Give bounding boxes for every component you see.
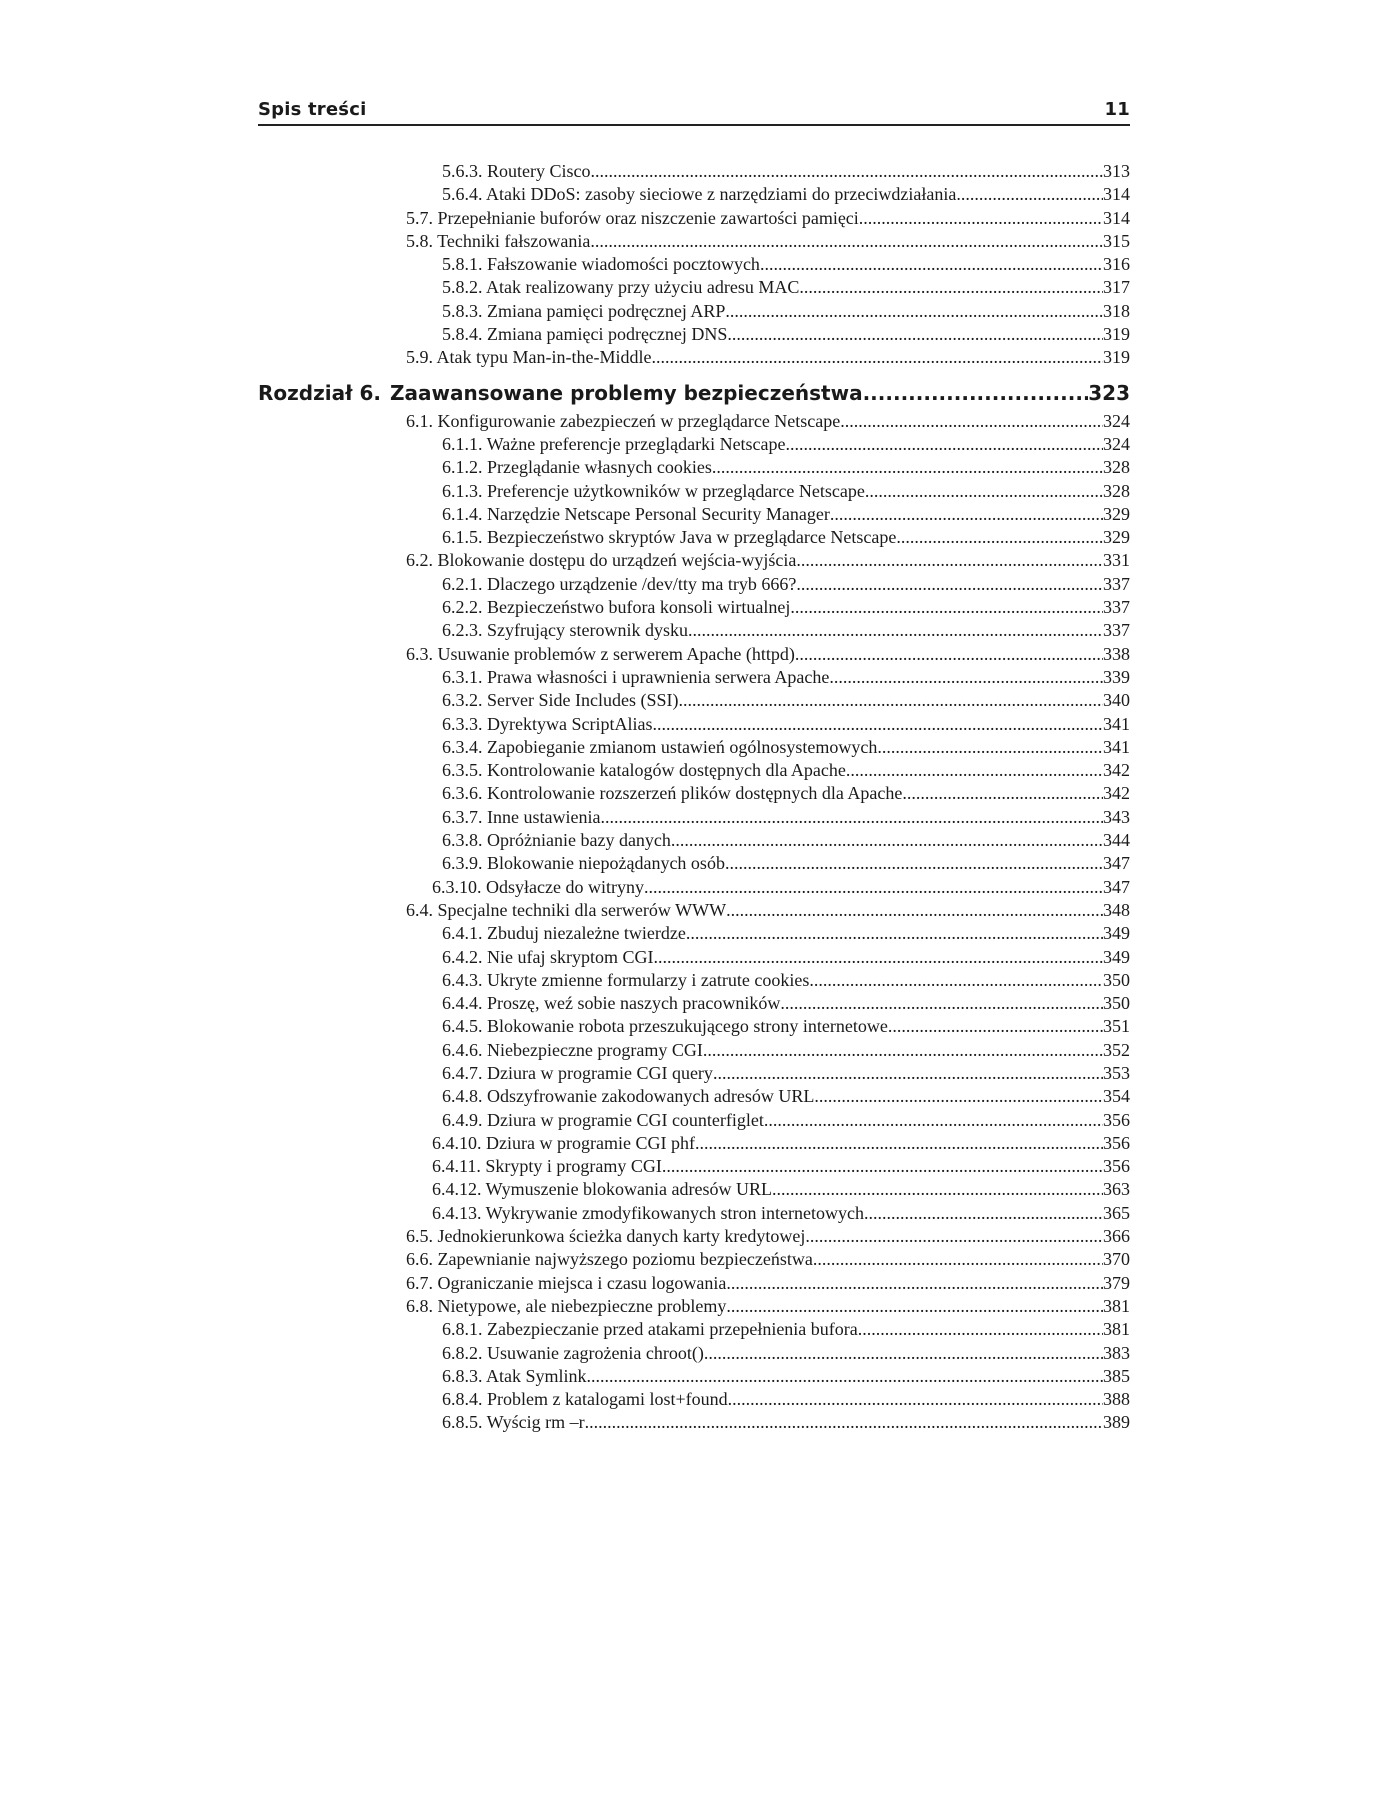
- toc-entry-page: 324: [1103, 433, 1130, 454]
- dot-leader: [814, 1085, 1103, 1108]
- toc-entry-label: 6.8.4. Problem z katalogami lost+found: [442, 1389, 728, 1410]
- toc-entry[interactable]: [258, 689, 1130, 712]
- dot-leader: [888, 1015, 1103, 1038]
- dot-leader: [863, 378, 1089, 408]
- toc-entry-page: 318: [1103, 300, 1130, 321]
- dot-leader: [653, 946, 1103, 969]
- toc-entry-label: 6.3.1. Prawa własności i uprawnienia serwera Apache: [442, 666, 830, 687]
- toc-entry[interactable]: [258, 876, 1130, 899]
- dot-leader: [727, 323, 1103, 346]
- toc-entry[interactable]: [258, 410, 1130, 433]
- toc-entry-page: 341: [1103, 736, 1130, 757]
- toc-entry-label: 6.4.3. Ukryte zmienne formularzy i zatrute cookies: [442, 969, 810, 990]
- toc-entry-page: 315: [1103, 230, 1130, 251]
- dot-leader: [764, 1109, 1103, 1132]
- dot-leader: [585, 1411, 1103, 1434]
- toc-entry[interactable]: [258, 759, 1130, 782]
- toc-entry-page: 313: [1103, 161, 1130, 181]
- toc-entry[interactable]: [258, 1015, 1130, 1038]
- toc-entry-page: 389: [1103, 1412, 1130, 1433]
- toc-entry-label: 6.2.2. Bezpieczeństwo bufora konsoli wirtualnej: [442, 597, 791, 618]
- toc-entry-label: 6.4.2. Nie ufaj skryptom CGI: [442, 946, 654, 967]
- toc-entry[interactable]: [258, 1178, 1130, 1201]
- toc-entry-label: 6.1.3. Preferencje użytkowników w przeglądarce Netscape: [442, 480, 865, 501]
- toc-entry-page: 356: [1103, 1109, 1130, 1130]
- toc-entry[interactable]: [258, 1155, 1130, 1178]
- toc-entry-page: 314: [1103, 184, 1130, 205]
- toc-entry-page: 338: [1103, 643, 1130, 664]
- toc-entry-page: 331: [1103, 550, 1130, 571]
- toc-entry[interactable]: [258, 736, 1130, 759]
- toc-entry[interactable]: [258, 852, 1130, 875]
- dot-leader: [600, 806, 1103, 829]
- dot-leader: [796, 573, 1103, 596]
- toc-entry-page: 352: [1103, 1039, 1130, 1060]
- dot-leader: [591, 160, 1104, 183]
- toc-entry[interactable]: [258, 829, 1130, 852]
- toc-entry-label: 6.1.2. Przeglądanie własnych cookies: [442, 457, 712, 478]
- toc-entry[interactable]: [258, 573, 1130, 596]
- toc-entry-label: 6.4.4. Proszę, weź sobie naszych pracowników: [442, 993, 781, 1014]
- toc-entry[interactable]: [258, 1225, 1130, 1248]
- toc-entry-page: 342: [1103, 783, 1130, 804]
- toc-entry-page: 328: [1103, 480, 1130, 501]
- toc-entry-label: 5.8.2. Atak realizowany przy użyciu adresu MAC: [442, 277, 800, 298]
- toc-entry-label: 5.9. Atak typu Man-in-the-Middle: [406, 347, 652, 368]
- toc-entry-label: 6.3.6. Kontrolowanie rozszerzeń plików dostępnych dla Apache: [442, 783, 903, 804]
- toc-entry-label: 6.4.9. Dziura w programie CGI counterfiglet: [442, 1109, 764, 1130]
- toc-entry-page: 319: [1103, 347, 1130, 368]
- toc-entry[interactable]: [258, 922, 1130, 945]
- toc-entry-page: 353: [1103, 1062, 1130, 1083]
- toc-entry[interactable]: [258, 782, 1130, 805]
- toc-entry-page: 337: [1103, 573, 1130, 594]
- toc-entry-label: 6.1.5. Bezpieczeństwo skryptów Java w przeglądarce Netscape: [442, 527, 897, 548]
- toc-entry[interactable]: [258, 1062, 1130, 1085]
- toc-entry-label: 6.4.8. Odszyfrowanie zakodowanych adresów URL: [442, 1086, 815, 1107]
- dot-leader: [796, 549, 1103, 572]
- toc-entry-label: 6.4.12. Wymuszenie blokowania adresów URL: [432, 1179, 773, 1200]
- toc-entry-label: 6.8.1. Zabezpieczanie przed atakami przepełnienia bufora: [442, 1319, 858, 1340]
- toc-entry[interactable]: [258, 160, 1130, 183]
- toc-entry-page: 344: [1103, 830, 1130, 851]
- dot-leader: [809, 969, 1103, 992]
- dot-leader: [725, 852, 1103, 875]
- table-of-contents: [258, 160, 1130, 1435]
- toc-entry-page: 385: [1103, 1365, 1130, 1386]
- toc-entry-page: 349: [1103, 946, 1130, 967]
- toc-entry-label: 6.4.6. Niebezpieczne programy CGI: [442, 1039, 703, 1060]
- toc-entry-label: 6.3.5. Kontrolowanie katalogów dostępnych dla Apache: [442, 760, 846, 781]
- dot-leader: [703, 1039, 1103, 1062]
- toc-entry-page: 342: [1103, 760, 1130, 781]
- toc-entry[interactable]: [258, 806, 1130, 829]
- toc-section-before: [258, 160, 1130, 370]
- dot-leader: [726, 899, 1103, 922]
- toc-entry-label: 6.6. Zapewnianie najwyższego poziomu bezpieczeństwa: [406, 1249, 813, 1270]
- toc-entry[interactable]: [258, 1295, 1130, 1318]
- toc-entry-label: 6.2. Blokowanie dostępu do urządzeń wejścia-wyjścia: [406, 550, 797, 571]
- dot-leader: [795, 643, 1103, 666]
- toc-entry[interactable]: [258, 1202, 1130, 1225]
- toc-entry-page: 329: [1103, 503, 1130, 524]
- toc-entry-label: 5.8.1. Fałszowanie wiadomości pocztowych: [442, 254, 760, 275]
- dot-leader: [662, 1155, 1103, 1178]
- toc-entry-label: 6.4.5. Blokowanie robota przeszukującego strony internetowe: [442, 1016, 888, 1037]
- toc-entry-page: 337: [1103, 597, 1130, 618]
- toc-entry-page: 349: [1103, 923, 1130, 944]
- dot-leader: [956, 183, 1103, 206]
- dot-leader: [877, 736, 1103, 759]
- toc-entry-page: 343: [1103, 806, 1130, 827]
- toc-entry-page: 383: [1103, 1342, 1130, 1363]
- toc-entry-label: 6.8.3. Atak Symlink: [442, 1365, 587, 1386]
- toc-entry-label: 5.8. Techniki fałszowania: [406, 230, 591, 251]
- toc-entry-label: 5.8.3. Zmiana pamięci podręcznej ARP: [442, 300, 726, 321]
- chapter-page: 323: [1088, 380, 1130, 405]
- dot-leader: [780, 992, 1103, 1015]
- toc-entry-page: 339: [1103, 666, 1130, 687]
- toc-entry-label: 5.7. Przepełnianie buforów oraz niszczenie zawartości pamięci: [406, 207, 859, 228]
- dot-leader: [688, 619, 1103, 642]
- dot-leader: [644, 876, 1103, 899]
- toc-entry-page: 347: [1103, 853, 1130, 874]
- dot-leader: [902, 782, 1103, 805]
- toc-entry[interactable]: [258, 643, 1130, 666]
- toc-entry[interactable]: [258, 300, 1130, 323]
- dot-leader: [790, 596, 1103, 619]
- toc-entry[interactable]: [258, 207, 1130, 230]
- toc-entry[interactable]: [258, 276, 1130, 299]
- dot-leader: [772, 1178, 1103, 1201]
- dot-leader: [651, 346, 1103, 369]
- dot-leader: [671, 829, 1103, 852]
- toc-entry-page: 337: [1103, 620, 1130, 641]
- toc-entry-label: 6.4.13. Wykrywanie zmodyfikowanych stron internetowych: [432, 1202, 864, 1223]
- dot-leader: [813, 1248, 1103, 1271]
- toc-entry-page: 316: [1103, 254, 1130, 275]
- toc-entry-page: 356: [1103, 1156, 1130, 1177]
- toc-entry-label: 6.3.7. Inne ustawienia: [442, 806, 601, 827]
- dot-leader: [830, 503, 1103, 526]
- toc-entry-label: 6.2.3. Szyfrujący sterownik dysku: [442, 620, 688, 641]
- dot-leader: [786, 433, 1103, 456]
- toc-entry[interactable]: [258, 666, 1130, 689]
- running-header-title: Spis treści: [258, 99, 367, 120]
- toc-entry-page: 388: [1103, 1389, 1130, 1410]
- toc-entry[interactable]: [258, 549, 1130, 572]
- toc-entry-page: 350: [1103, 993, 1130, 1014]
- toc-entry-label: 6.3.4. Zapobieganie zmianom ustawień ogólnosystemowych: [442, 736, 878, 757]
- dot-leader: [896, 526, 1103, 549]
- dot-leader: [858, 1318, 1103, 1341]
- toc-entry-label: 6.4.1. Zbuduj niezależne twierdze: [442, 923, 686, 944]
- toc-entry-label: 6.1. Konfigurowanie zabezpieczeń w przeglądarce Netscape: [406, 410, 841, 431]
- toc-entry-page: 340: [1103, 690, 1130, 711]
- toc-entry-page: 328: [1103, 457, 1130, 478]
- chapter-number: Rozdział 6.: [258, 380, 381, 405]
- dot-leader: [728, 1388, 1103, 1411]
- dot-leader: [726, 1295, 1103, 1318]
- toc-entry-label: 5.8.4. Zmiana pamięci podręcznej DNS: [442, 324, 728, 345]
- toc-entry-page: 324: [1103, 410, 1130, 431]
- toc-entry[interactable]: [258, 503, 1130, 526]
- dot-leader: [686, 922, 1103, 945]
- page-number: 11: [1104, 99, 1130, 120]
- dot-leader: [799, 276, 1103, 299]
- toc-entry-page: 350: [1103, 969, 1130, 990]
- toc-entry[interactable]: [258, 1248, 1130, 1271]
- toc-entry-page: 319: [1103, 324, 1130, 345]
- toc-entry-label: 6.4.11. Skrypty i programy CGI: [432, 1156, 662, 1177]
- toc-entry-page: 317: [1103, 277, 1130, 298]
- toc-entry[interactable]: [258, 946, 1130, 969]
- toc-entry-page: 351: [1103, 1016, 1130, 1037]
- toc-entry-label: 6.1.4. Narzędzie Netscape Personal Security Manager: [442, 503, 830, 524]
- toc-entry-page: 366: [1103, 1226, 1130, 1247]
- toc-entry-label: 6.4.10. Dziura w programie CGI phf: [432, 1132, 695, 1153]
- dot-leader: [587, 1365, 1103, 1388]
- toc-entry[interactable]: [258, 456, 1130, 479]
- toc-entry[interactable]: [258, 323, 1130, 346]
- chapter-title: Zaawansowane problemy bezpieczeństwa: [390, 380, 863, 405]
- dot-leader: [760, 253, 1103, 276]
- toc-entry-label: 6.3.2. Server Side Includes (SSI): [442, 690, 679, 711]
- toc-entry-label: 6.3. Usuwanie problemów z serwerem Apache (httpd): [406, 643, 795, 664]
- dot-leader: [678, 689, 1103, 712]
- toc-entry[interactable]: [258, 596, 1130, 619]
- toc-entry-page: 379: [1103, 1272, 1130, 1293]
- toc-entry-label: 6.4. Specjalne techniki dla serwerów WWW: [406, 899, 727, 920]
- toc-entry-page: 356: [1103, 1132, 1130, 1153]
- toc-entry-page: 381: [1103, 1295, 1130, 1316]
- toc-entry-page: 314: [1103, 207, 1130, 228]
- toc-entry-label: 5.6.3. Routery Cisco: [442, 161, 591, 181]
- chapter-heading[interactable]: [258, 378, 1130, 408]
- running-header: [258, 94, 1130, 126]
- toc-entry-page: 370: [1103, 1249, 1130, 1270]
- toc-entry-page: 363: [1103, 1179, 1130, 1200]
- toc-entry[interactable]: [258, 1109, 1130, 1132]
- toc-entry[interactable]: [258, 526, 1130, 549]
- toc-entry[interactable]: [258, 713, 1130, 736]
- toc-entry-page: 329: [1103, 527, 1130, 548]
- toc-entry-label: 6.2.1. Dlaczego urządzenie /dev/tty ma tryb 666?: [442, 573, 797, 594]
- toc-entry-label: 6.3.3. Dyrektywa ScriptAlias: [442, 713, 653, 734]
- toc-entry-label: 5.6.4. Ataki DDoS: zasoby sieciowe z narzędziami do przeciwdziałania: [442, 184, 957, 205]
- toc-entry-label: 6.7. Ograniczanie miejsca i czasu logowania: [406, 1272, 727, 1293]
- toc-entry[interactable]: [258, 1318, 1130, 1341]
- dot-leader: [695, 1132, 1103, 1155]
- toc-entry-label: 6.4.7. Dziura w programie CGI query: [442, 1062, 713, 1083]
- toc-entry-label: 6.3.9. Blokowanie niepożądanych osób: [442, 853, 725, 874]
- toc-entry[interactable]: [258, 480, 1130, 503]
- toc-entry[interactable]: [258, 253, 1130, 276]
- toc-entry[interactable]: [258, 1365, 1130, 1388]
- dot-leader: [590, 230, 1103, 253]
- toc-entry-page: 348: [1103, 899, 1130, 920]
- dot-leader: [805, 1225, 1103, 1248]
- dot-leader: [864, 1202, 1103, 1225]
- dot-leader: [829, 666, 1103, 689]
- toc-entry[interactable]: [258, 992, 1130, 1015]
- toc-entry-page: 354: [1103, 1086, 1130, 1107]
- toc-entry-page: 341: [1103, 713, 1130, 734]
- toc-entry[interactable]: [258, 1132, 1130, 1155]
- dot-leader: [840, 410, 1103, 433]
- dot-leader: [712, 456, 1103, 479]
- toc-entry-label: 6.8.5. Wyścig rm –r: [442, 1412, 585, 1433]
- dot-leader: [859, 207, 1103, 230]
- toc-entry[interactable]: [258, 433, 1130, 456]
- dot-leader: [726, 1272, 1103, 1295]
- dot-leader: [865, 480, 1103, 503]
- toc-entry-page: 347: [1103, 876, 1130, 897]
- toc-entry[interactable]: [258, 969, 1130, 992]
- toc-entry-label: 6.8.2. Usuwanie zagrożenia chroot(): [442, 1342, 704, 1363]
- toc-entry-page: 365: [1103, 1202, 1130, 1223]
- toc-entry-label: 6.8. Nietypowe, ale niebezpieczne problemy: [406, 1295, 727, 1316]
- toc-entry[interactable]: [258, 1388, 1130, 1411]
- toc-entry[interactable]: [258, 1085, 1130, 1108]
- toc-entry[interactable]: [258, 230, 1130, 253]
- dot-leader: [725, 300, 1103, 323]
- toc-entry[interactable]: [258, 346, 1130, 369]
- dot-leader: [713, 1062, 1103, 1085]
- toc-entry-label: 6.3.10. Odsyłacze do witryny: [432, 876, 644, 897]
- toc-section-after: [258, 410, 1130, 1435]
- toc-entry[interactable]: [258, 183, 1130, 206]
- toc-entry[interactable]: [258, 1039, 1130, 1062]
- dot-leader: [652, 713, 1103, 736]
- toc-entry-label: 6.3.8. Opróżnianie bazy danych: [442, 830, 671, 851]
- toc-entry[interactable]: [258, 1272, 1130, 1295]
- toc-entry-page: 381: [1103, 1319, 1130, 1340]
- toc-entry[interactable]: [258, 1342, 1130, 1365]
- toc-entry[interactable]: [258, 1411, 1130, 1434]
- toc-entry[interactable]: [258, 899, 1130, 922]
- toc-entry[interactable]: [258, 619, 1130, 642]
- dot-leader: [704, 1342, 1103, 1365]
- dot-leader: [846, 759, 1103, 782]
- toc-entry-label: 6.5. Jednokierunkowa ścieżka danych karty kredytowej: [406, 1226, 806, 1247]
- toc-entry-label: 6.1.1. Ważne preferencje przeglądarki Netscape: [442, 433, 786, 454]
